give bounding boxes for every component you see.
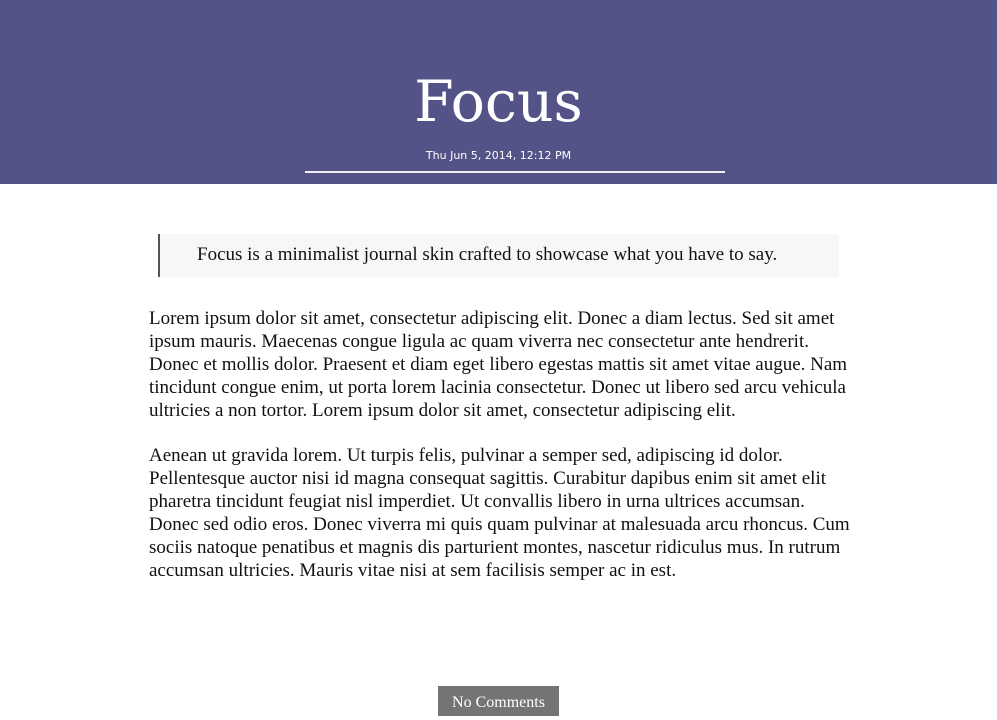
post-date: Thu Jun 5, 2014, 12:12 PM <box>425 149 572 162</box>
blockquote-text: Focus is a minimalist journal skin crafted to showcase what you have to say. <box>197 244 778 265</box>
page-header <box>0 0 997 184</box>
header-divider <box>305 171 725 173</box>
page-title: Focus <box>414 69 583 135</box>
post-content <box>149 307 852 604</box>
post-paragraph: Aenean ut gravida lorem. Ut turpis felis, pulvinar a semper sed, adipiscing id dolor. Pellentesque auctor nisi id magna consequat sagittis. Curabitur dapibus enim sit amet elit pharetra tincidunt feugiat nisl imperdiet. Ut convallis libero in urna ultrices accumsan. Donec sed odio eros. Donec viverra mi quis quam pulvinar at malesuada arcu rhoncus. Cum sociis natoque penatibus et magnis dis parturient montes, nascetur ridiculus mus. In rutrum accumsan ultricies. Mauris vitae nisi at sem facilisis semper ac in est. <box>149 445 850 581</box>
comments-button[interactable]: No Comments <box>438 686 559 716</box>
post-paragraph: Lorem ipsum dolor sit amet, consectetur adipiscing elit. Donec a diam lectus. Sed sit amet ipsum mauris. Maecenas congue ligula ac quam viverra nec consectetur ante hendrerit. Donec et mollis dolor. Praesent et diam eget libero egestas mattis sit amet vitae augue. Nam tincidunt congue enim, ut porta lorem lacinia consectetur. Donec ut libero sed arcu vehicula ultricies a non tortor. Lorem ipsum dolor sit amet, consectetur adipiscing elit. <box>149 308 848 421</box>
blockquote <box>158 234 839 277</box>
